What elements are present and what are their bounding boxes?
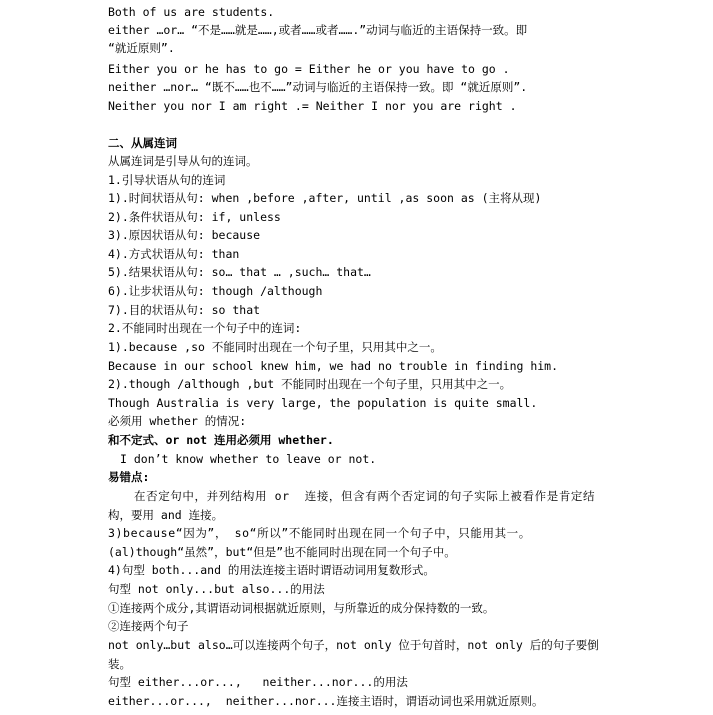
line-17: 2.不能同时出现在一个句子中的连词: bbox=[108, 321, 302, 335]
line-22: 必须用 whether 的情况: bbox=[108, 414, 247, 428]
line-14: 5).结果状语从句: so… that … ,such… that… bbox=[108, 265, 371, 279]
line-1: Both of us are students. bbox=[108, 5, 275, 19]
line-4: Either you or he has to go = Either he or you have to go . bbox=[108, 62, 510, 76]
line-8: 从属连词是引导从句的连词。 bbox=[108, 154, 258, 168]
line-6: Neither you nor I am right .= Neither I nor you are right . bbox=[108, 99, 517, 113]
line-37: either...or..., neither...nor...连接主语时，谓语动词也采用就近原则。 bbox=[108, 694, 544, 708]
line-9: 1.引导状语从句的连词 bbox=[108, 173, 226, 187]
line-29: (al)though“虽然”，but“但是”也不能同时出现在同一个句子中。 bbox=[108, 545, 456, 559]
line-19: Because in our school knew him, we had no trouble in finding him. bbox=[108, 359, 559, 373]
line-33: ②连接两个句子 bbox=[108, 619, 189, 633]
line-27: 构，要用 and 连接。 bbox=[108, 508, 224, 522]
line-18: 1).because ,so 不能同时出现在一个句子里，只用其中之一。 bbox=[108, 340, 442, 354]
line-21: Though Australia is very large, the population is quite small. bbox=[108, 396, 538, 410]
line-30: 4)句型 both...and 的用法连接主语时谓语动词用复数形式。 bbox=[108, 563, 435, 577]
line-28: 3)because“因为”， so“所以”不能同时出现在同一个句子中，只能用其一。 bbox=[108, 526, 531, 540]
line-20: 2).though /although ,but 不能同时出现在一个句子里，只用其中之一。 bbox=[108, 377, 512, 391]
line-15: 6).让步状语从句: though /although bbox=[108, 284, 323, 298]
line-24: I don’t know whether to leave or not. bbox=[120, 452, 377, 466]
line-3: “就近原则”. bbox=[108, 41, 175, 55]
line-23: 和不定式、or not 连用必须用 whether. bbox=[108, 433, 334, 447]
line-32: ①连接两个成分,其谓语动词根据就近原则，与所靠近的成分保持数的一致。 bbox=[108, 601, 495, 615]
line-25: 易错点: bbox=[108, 470, 150, 484]
section-heading: 二、从属连词 bbox=[108, 136, 177, 150]
line-16: 7).目的状语从句: so that bbox=[108, 303, 261, 317]
line-31: 句型 not only...but also...的用法 bbox=[108, 582, 325, 596]
line-13: 4).方式状语从句: than bbox=[108, 247, 240, 261]
line-10: 1).时间状语从句: when ,before ,after, until ,as soon as (主将从现) bbox=[108, 191, 542, 205]
line-35: 装。 bbox=[108, 657, 131, 671]
line-34: not only…but also…可以连接两个句子，not only 位于句首时，not only 后的句子要倒 bbox=[108, 638, 599, 652]
line-36: 句型 either...or..., neither...nor...的用法 bbox=[108, 675, 408, 689]
line-12: 3).原因状语从句: because bbox=[108, 228, 261, 242]
line-5: neither …nor… “既不……也不……”动词与临近的主语保持一致。即 “就近原则”. bbox=[108, 80, 528, 94]
line-26: 在否定句中，并列结构用 or 连接，但含有两个否定词的句子实际上被看作是肯定结 bbox=[134, 489, 596, 503]
line-11: 2).条件状语从句: if, unless bbox=[108, 210, 281, 224]
line-2: either …or… “不是……就是……,或者……或者…….”动词与临近的主语保持一致。即 bbox=[108, 23, 528, 37]
